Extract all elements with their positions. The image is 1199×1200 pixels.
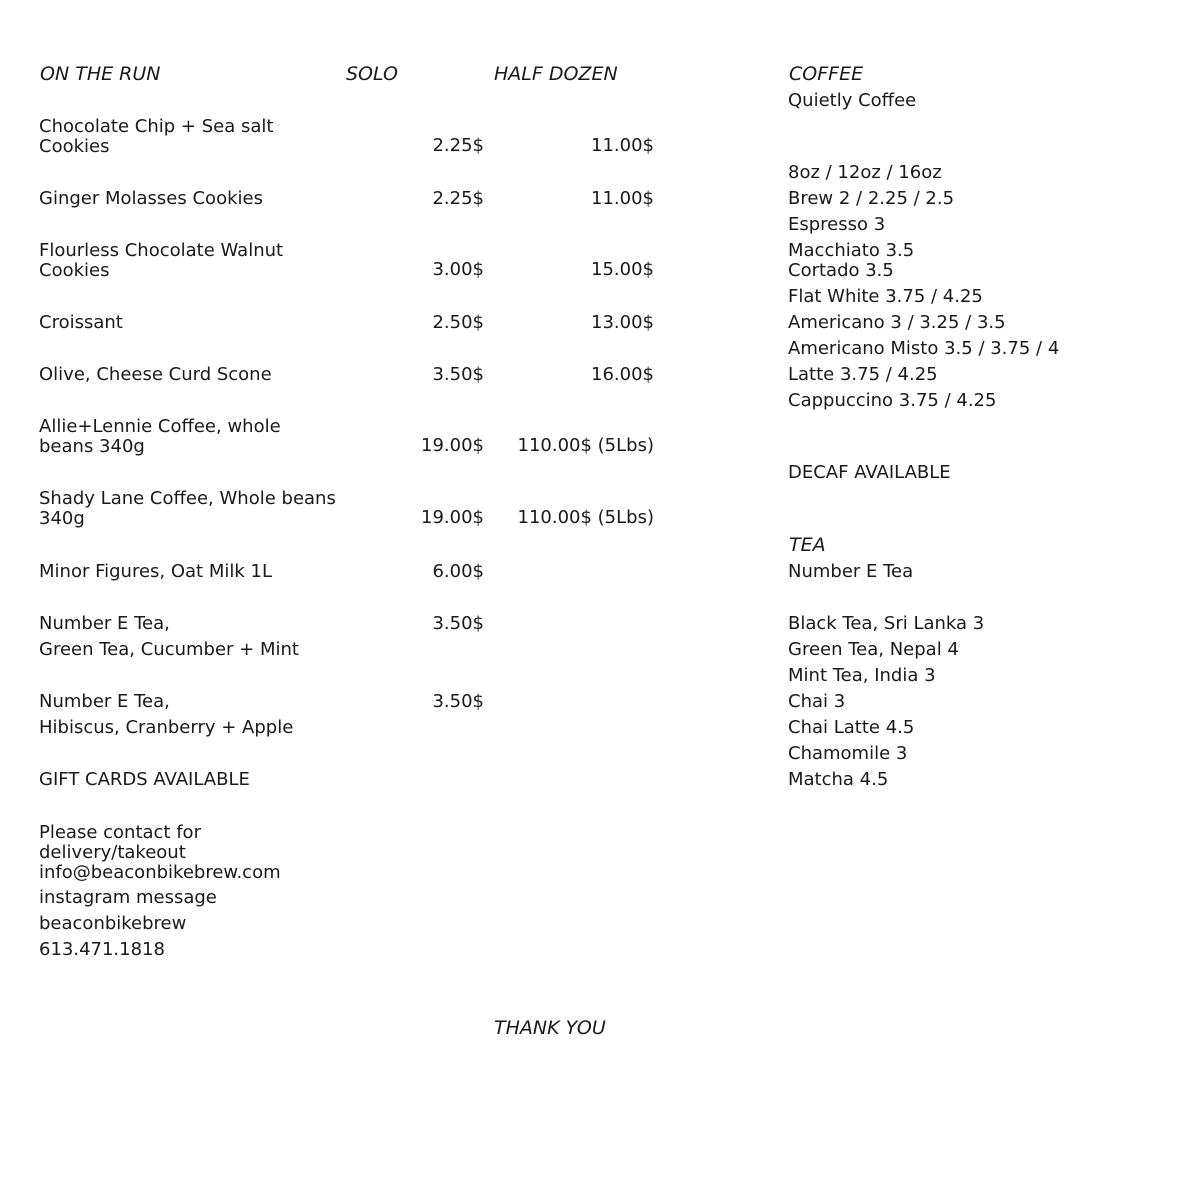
coffee-line: Americano 3 / 3.25 / 3.5: [788, 312, 1006, 333]
item-name: Olive, Cheese Curd Scone: [39, 364, 272, 385]
contact-instagram: instagram message: [39, 887, 217, 908]
item-solo-price: 2.25$: [432, 135, 484, 156]
item-name-line2: Green Tea, Cucumber + Mint: [39, 639, 299, 660]
item-name-line2: Hibiscus, Cranberry + Apple: [39, 717, 294, 738]
item-solo-price: 6.00$: [432, 561, 484, 582]
tea-line: Chai 3: [788, 691, 846, 712]
item-solo-price: 2.50$: [432, 312, 484, 333]
coffee-line: 8oz / 12oz / 16oz: [788, 162, 942, 183]
item-name: Flourless Chocolate Walnut Cookies: [39, 240, 284, 281]
coffee-line: Macchiato 3.5: [788, 240, 915, 261]
item-solo-price: 3.50$: [432, 691, 484, 712]
coffee-line: Flat White 3.75 / 4.25: [788, 286, 983, 307]
gift-cards-note: GIFT CARDS AVAILABLE: [39, 769, 250, 790]
coffee-line: Cortado 3.5: [788, 260, 894, 281]
coffee-brand: Quietly Coffee: [788, 90, 917, 111]
item-half-dozen-price: 110.00$ (5Lbs): [517, 435, 654, 456]
item-half-dozen-price: 11.00$: [591, 135, 654, 156]
column-header-solo: SOLO: [346, 63, 398, 85]
contact-email: info@beaconbikebrew.com: [39, 862, 281, 883]
item-solo-price: 19.00$: [421, 435, 484, 456]
column-header-half-dozen: HALF DOZEN: [494, 63, 618, 85]
contact-line: Please contact for: [39, 822, 201, 843]
tea-line: Chamomile 3: [788, 743, 908, 764]
tea-line: Matcha 4.5: [788, 769, 889, 790]
tea-brand: Number E Tea: [788, 561, 914, 582]
item-solo-price: 3.50$: [432, 364, 484, 385]
item-solo-price: 19.00$: [421, 507, 484, 528]
item-name: Minor Figures, Oat Milk 1L: [39, 561, 272, 582]
item-half-dozen-price: 11.00$: [591, 188, 654, 209]
decaf-note: DECAF AVAILABLE: [788, 462, 951, 483]
item-name: Chocolate Chip + Sea salt Cookies: [39, 116, 274, 157]
section-header-tea: TEA: [789, 534, 826, 556]
section-header-on-the-run: ON THE RUN: [40, 63, 161, 85]
item-name-line1: Number E Tea,: [39, 613, 170, 634]
section-header-coffee: COFFEE: [789, 63, 864, 85]
coffee-line: Brew 2 / 2.25 / 2.5: [788, 188, 955, 209]
item-solo-price: 3.00$: [432, 259, 484, 280]
contact-line: delivery/takeout: [39, 842, 186, 863]
coffee-line: Espresso 3: [788, 214, 886, 235]
coffee-line: Latte 3.75 / 4.25: [788, 364, 938, 385]
tea-line: Mint Tea, India 3: [788, 665, 936, 686]
coffee-line: Americano Misto 3.5 / 3.75 / 4: [788, 338, 1060, 359]
contact-handle: beaconbikebrew: [39, 913, 187, 934]
item-solo-price: 2.25$: [432, 188, 484, 209]
tea-line: Green Tea, Nepal 4: [788, 639, 959, 660]
item-half-dozen-price: 13.00$: [591, 312, 654, 333]
tea-line: Black Tea, Sri Lanka 3: [788, 613, 985, 634]
coffee-line: Cappuccino 3.75 / 4.25: [788, 390, 997, 411]
footer-thank-you: THANK YOU: [494, 1017, 606, 1039]
item-name: Shady Lane Coffee, Whole beans 340g: [39, 488, 336, 529]
item-name-line1: Number E Tea,: [39, 691, 170, 712]
item-half-dozen-price: 16.00$: [591, 364, 654, 385]
item-half-dozen-price: 15.00$: [591, 259, 654, 280]
item-name: Ginger Molasses Cookies: [39, 188, 263, 209]
item-name: Allie+Lennie Coffee, whole beans 340g: [39, 416, 281, 457]
item-solo-price: 3.50$: [432, 613, 484, 634]
contact-phone: 613.471.1818: [39, 939, 165, 960]
item-name: Croissant: [39, 312, 123, 333]
tea-line: Chai Latte 4.5: [788, 717, 915, 738]
item-half-dozen-price: 110.00$ (5Lbs): [517, 507, 654, 528]
